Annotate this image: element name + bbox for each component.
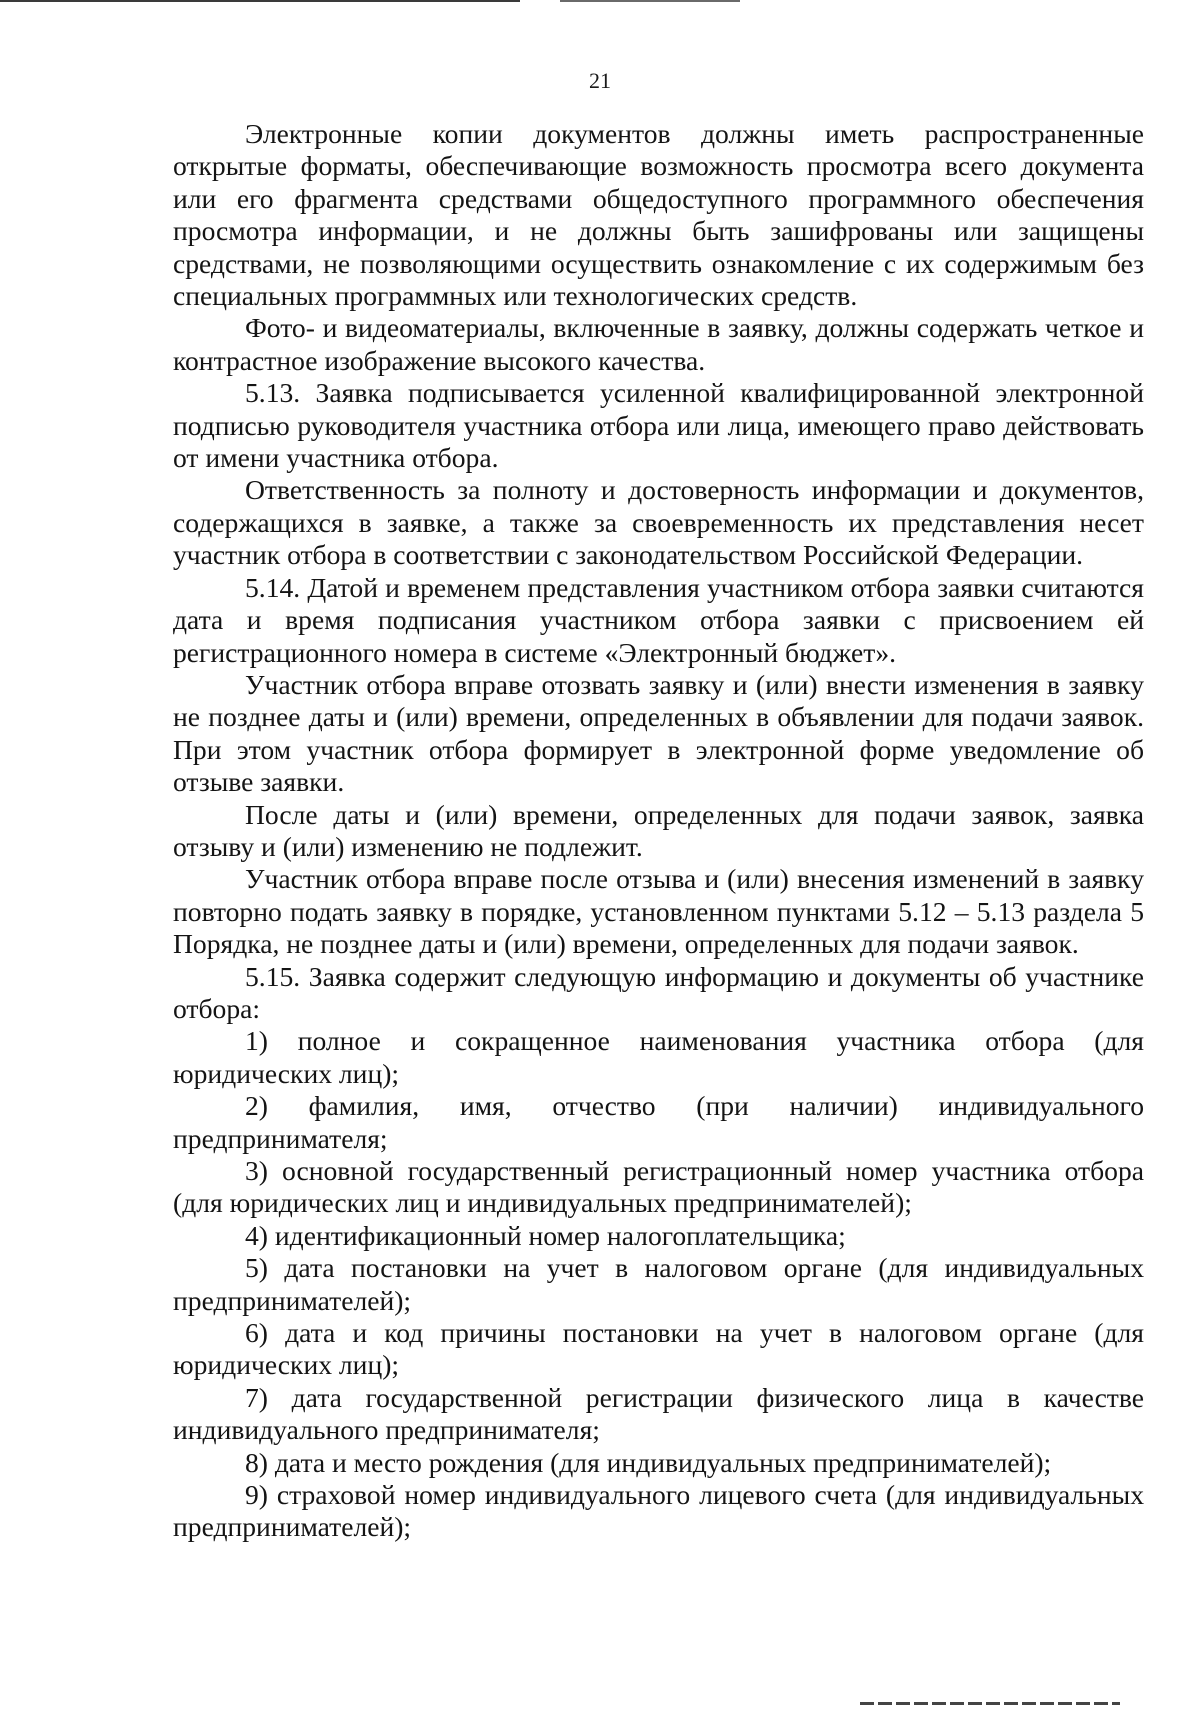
scan-edge-mark	[0, 0, 520, 2]
paragraph-withdraw-application: Участник отбора вправе отозвать заявку и (или) внести изменения в заявку не позднее даты и (или) времени, определенных в объявлении для подачи заявок. При этом участник отбора формирует в электронной форме уведомление об отзыве заявки.	[173, 668, 1144, 798]
list-item-8: 8) дата и место рождения (для индивидуальных предпринимателей);	[245, 1446, 1052, 1478]
scan-edge-mark	[860, 1702, 1120, 1705]
paragraph-after-deadline: После даты и (или) времени, определенных для подачи заявок, заявка отзыву и (или) изменению не подлежит.	[173, 798, 1144, 862]
paragraph-responsibility: Ответственность за полноту и достоверность информации и документов, содержащихся в заявке, а также за своевременность их представления несет участник отбора в соответствии с законодательством Российской Федерации.	[173, 474, 1144, 571]
list-item-2: 2) фамилия, имя, отчество (при наличии) индивидуального предпринимателя;	[173, 1090, 1144, 1154]
paragraph-5-13: 5.13. Заявка подписывается усиленной квалифицированной электронной подписью руководителя участника отбора или лица, имеющего право действовать от имени участника отбора.	[173, 377, 1144, 474]
document-body	[173, 118, 1144, 1544]
paragraph-5-14: 5.14. Датой и временем представления участником отбора заявки считаются дата и время подписания участником отбора заявки с присвоением ей регистрационного номера в системе «Электронный бюджет».	[173, 571, 1144, 668]
list-item-7: 7) дата государственной регистрации физического лица в качестве индивидуального предпринимателя;	[173, 1381, 1144, 1446]
page-number: 21	[589, 68, 611, 93]
list-item-6: 6) дата и код причины постановки на учет в налоговом органе (для юридических лиц);	[173, 1317, 1144, 1381]
list-item-4: 4) идентификационный номер налогоплательщика;	[245, 1219, 846, 1251]
list-item-3: 3) основной государственный регистрационный номер участника отбора (для юридических лиц и индивидуальных предпринимателей);	[173, 1155, 1144, 1219]
list-item-9: 9) страховой номер индивидуального лицевого счета (для индивидуальных предпринимателей);	[173, 1479, 1144, 1543]
paragraph-photo-video: Фото- и видеоматериалы, включенные в заявку, должны содержать четкое и контрастное изображение высокого качества.	[173, 312, 1144, 376]
paragraph-resubmit: Участник отбора вправе после отзыва и (или) внесения изменений в заявку повторно подать заявку в порядке, установленном пунктами 5.12 – 5.13 раздела 5 Порядка, не позднее даты и (или) времени, определенных для подачи заявок.	[173, 863, 1144, 960]
paragraph-electronic-copies: Электронные копии документов должны иметь распространенные открытые форматы, обеспечивающие возможность просмотра всего документа или его фрагмента средствами общедоступного программного обеспечения просмотра информации, и не должны быть зашифрованы или защищены средствами, не позволяющими осуществить ознакомление с их содержимым без специальных программных или технологических средств.	[173, 118, 1144, 312]
list-item-5: 5) дата постановки на учет в налоговом органе (для индивидуальных предпринимателей);	[173, 1252, 1144, 1316]
list-item-1: 1) полное и сокращенное наименования участника отбора (для юридических лиц);	[173, 1025, 1144, 1089]
scan-edge-mark	[560, 0, 740, 2]
paragraph-5-15: 5.15. Заявка содержит следующую информацию и документы об участнике отбора:	[173, 960, 1144, 1024]
